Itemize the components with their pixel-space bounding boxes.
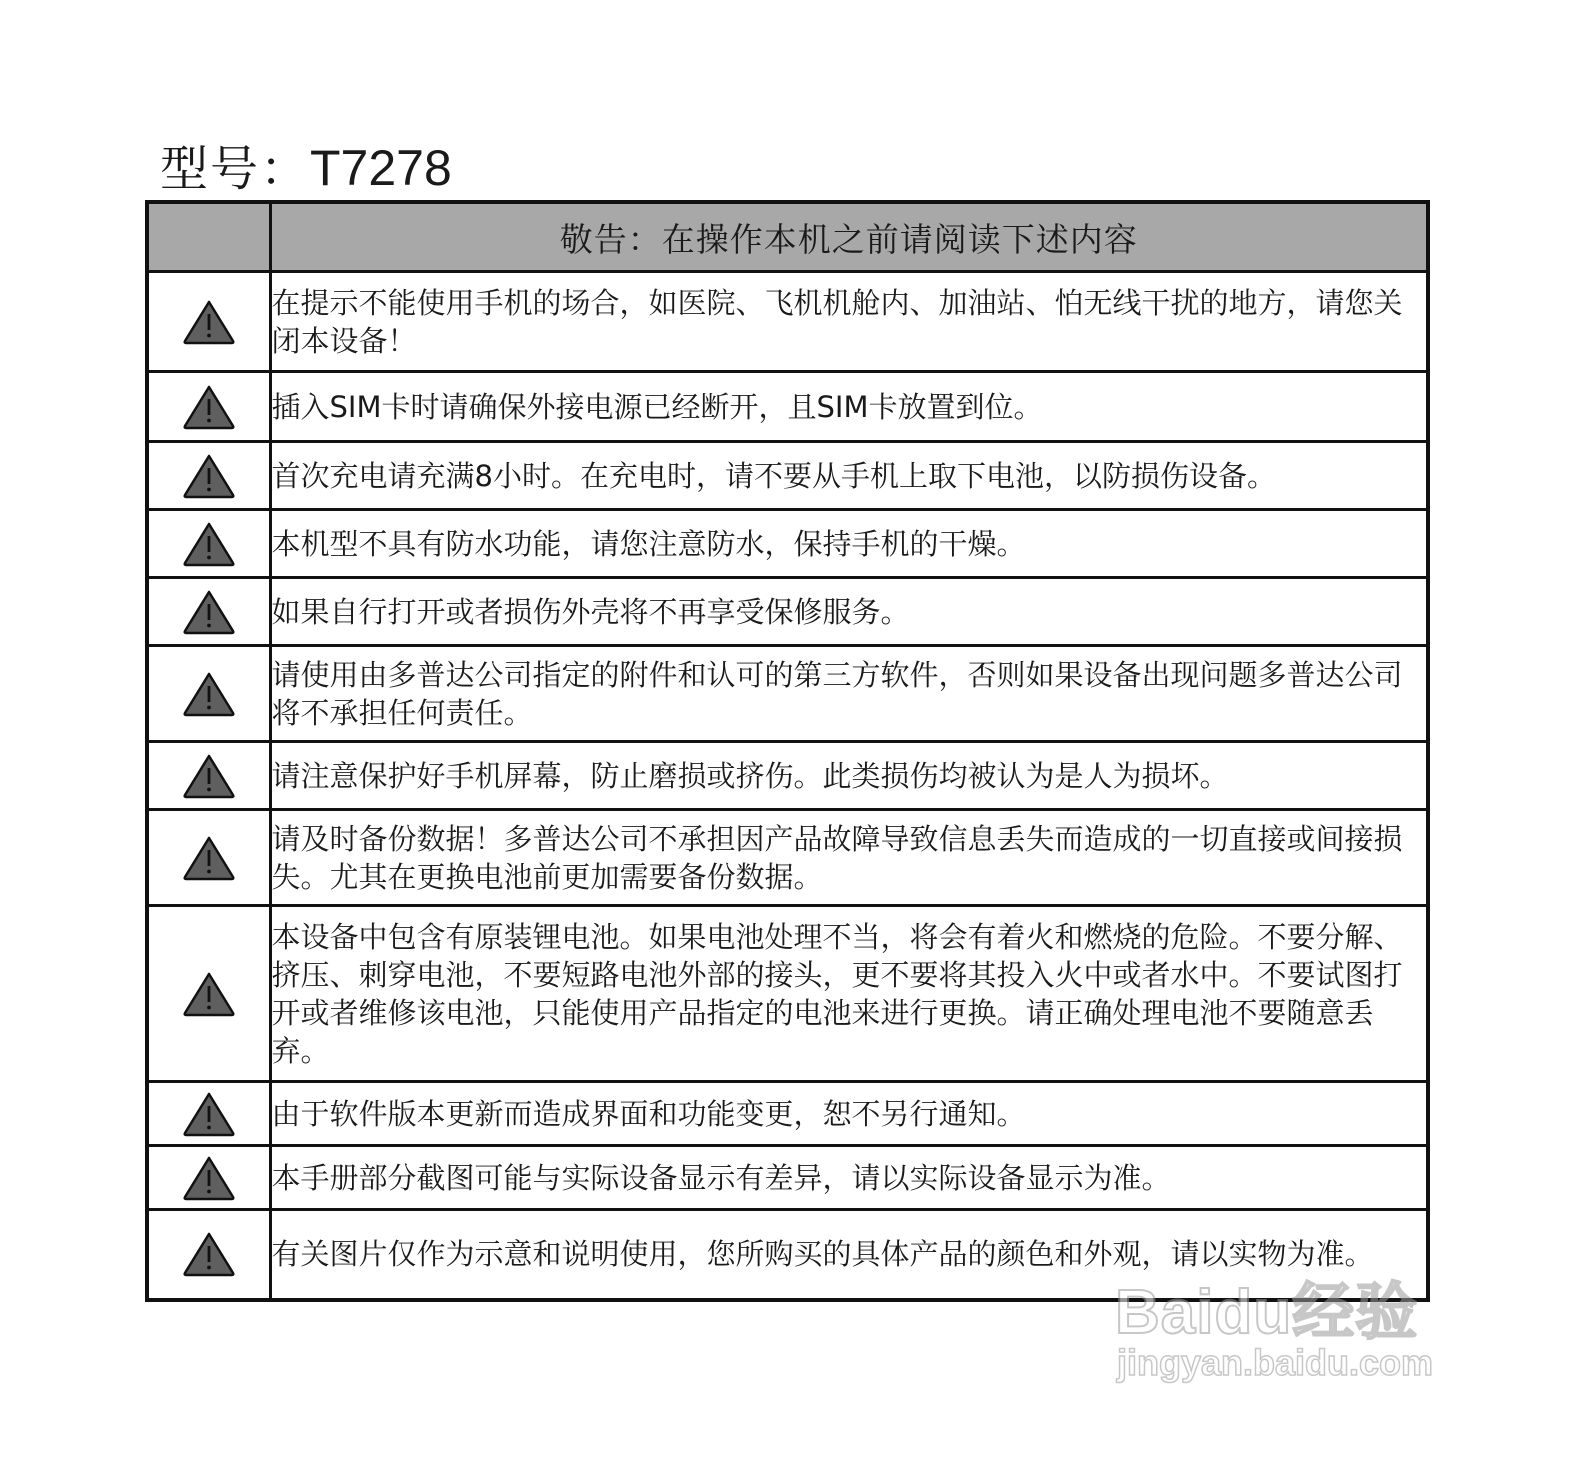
warning-triangle-icon — [182, 453, 236, 499]
warning-triangle-icon — [182, 1231, 236, 1277]
warning-triangle-icon — [182, 521, 236, 567]
warning-icon-cell — [147, 510, 270, 578]
model-number: T7278 — [310, 140, 452, 196]
warning-icon-cell — [147, 372, 270, 442]
watermark-brand: Baidu经验 — [1115, 1278, 1419, 1347]
warning-row — [147, 372, 1428, 442]
warning-icon-cell — [147, 742, 270, 810]
warning-text: 如果自行打开或者损伤外壳将不再享受保修服务。 — [270, 578, 1428, 646]
warning-triangle-icon — [182, 753, 236, 799]
model-title — [160, 138, 452, 199]
warning-text: 有关图片仅作为示意和说明使用，您所购买的具体产品的颜色和外观，请以实物为准。 — [270, 1210, 1428, 1300]
warning-icon-cell — [147, 1082, 270, 1146]
warning-triangle-icon — [182, 1155, 236, 1201]
warning-row — [147, 578, 1428, 646]
warning-triangle-icon — [182, 671, 236, 717]
warning-row — [147, 442, 1428, 510]
icon-column-header — [147, 202, 270, 272]
warning-text: 请使用由多普达公司指定的附件和认可的第三方软件，否则如果设备出现问题多普达公司将不承担任何责任。 — [270, 646, 1428, 742]
table-header-row — [147, 202, 1428, 272]
warning-row — [147, 742, 1428, 810]
warning-triangle-icon — [182, 835, 236, 881]
warning-icon-cell — [147, 646, 270, 742]
warning-table — [145, 200, 1430, 1302]
warning-row — [147, 1082, 1428, 1146]
warning-icon-cell — [147, 578, 270, 646]
warning-text: 插入SIM卡时请确保外接电源已经断开，且SIM卡放置到位。 — [270, 372, 1428, 442]
table-title: 敬告：在操作本机之前请阅读下述内容 — [270, 202, 1428, 272]
warning-text: 由于软件版本更新而造成界面和功能变更，恕不另行通知。 — [270, 1082, 1428, 1146]
warning-triangle-icon — [182, 589, 236, 635]
warning-row — [147, 646, 1428, 742]
warning-icon-cell — [147, 1146, 270, 1210]
warning-row — [147, 810, 1428, 906]
warning-icon-cell — [147, 810, 270, 906]
warning-icon-cell — [147, 1210, 270, 1300]
warning-row — [147, 1210, 1428, 1300]
warning-icon-cell — [147, 906, 270, 1082]
warning-icon-cell — [147, 442, 270, 510]
warning-text: 本设备中包含有原装锂电池。如果电池处理不当，将会有着火和燃烧的危险。不要分解、挤压、刺穿电池，不要短路电池外部的接头，更不要将其投入火中或者水中。不要试图打开或者维修该电池，只能使用产品指定的电池来进行更换。请正确处理电池不要随意丢弃。 — [270, 906, 1428, 1082]
warning-row — [147, 1146, 1428, 1210]
warning-text: 本机型不具有防水功能，请您注意防水，保持手机的干燥。 — [270, 510, 1428, 578]
warning-text: 在提示不能使用手机的场合，如医院、飞机机舱内、加油站、怕无线干扰的地方，请您关闭本设备！ — [270, 272, 1428, 372]
warning-triangle-icon — [182, 384, 236, 430]
warning-triangle-icon — [182, 1091, 236, 1137]
warning-row — [147, 510, 1428, 578]
warning-text: 请注意保护好手机屏幕，防止磨损或挤伤。此类损伤均被认为是人为损坏。 — [270, 742, 1428, 810]
warning-text: 本手册部分截图可能与实际设备显示有差异，请以实际设备显示为准。 — [270, 1146, 1428, 1210]
warning-icon-cell — [147, 272, 270, 372]
warning-text: 首次充电请充满8小时。在充电时，请不要从手机上取下电池，以防损伤设备。 — [270, 442, 1428, 510]
warning-triangle-icon — [182, 971, 236, 1017]
warning-text: 请及时备份数据！多普达公司不承担因产品故障导致信息丢失而造成的一切直接或间接损失。尤其在更换电池前更加需要备份数据。 — [270, 810, 1428, 906]
warning-triangle-icon — [182, 299, 236, 345]
watermark-url: jingyan.baidu.com — [1117, 1342, 1434, 1383]
model-label: 型号： — [160, 141, 311, 197]
warning-row — [147, 272, 1428, 372]
warning-row — [147, 906, 1428, 1082]
warning-list — [147, 272, 1428, 1300]
